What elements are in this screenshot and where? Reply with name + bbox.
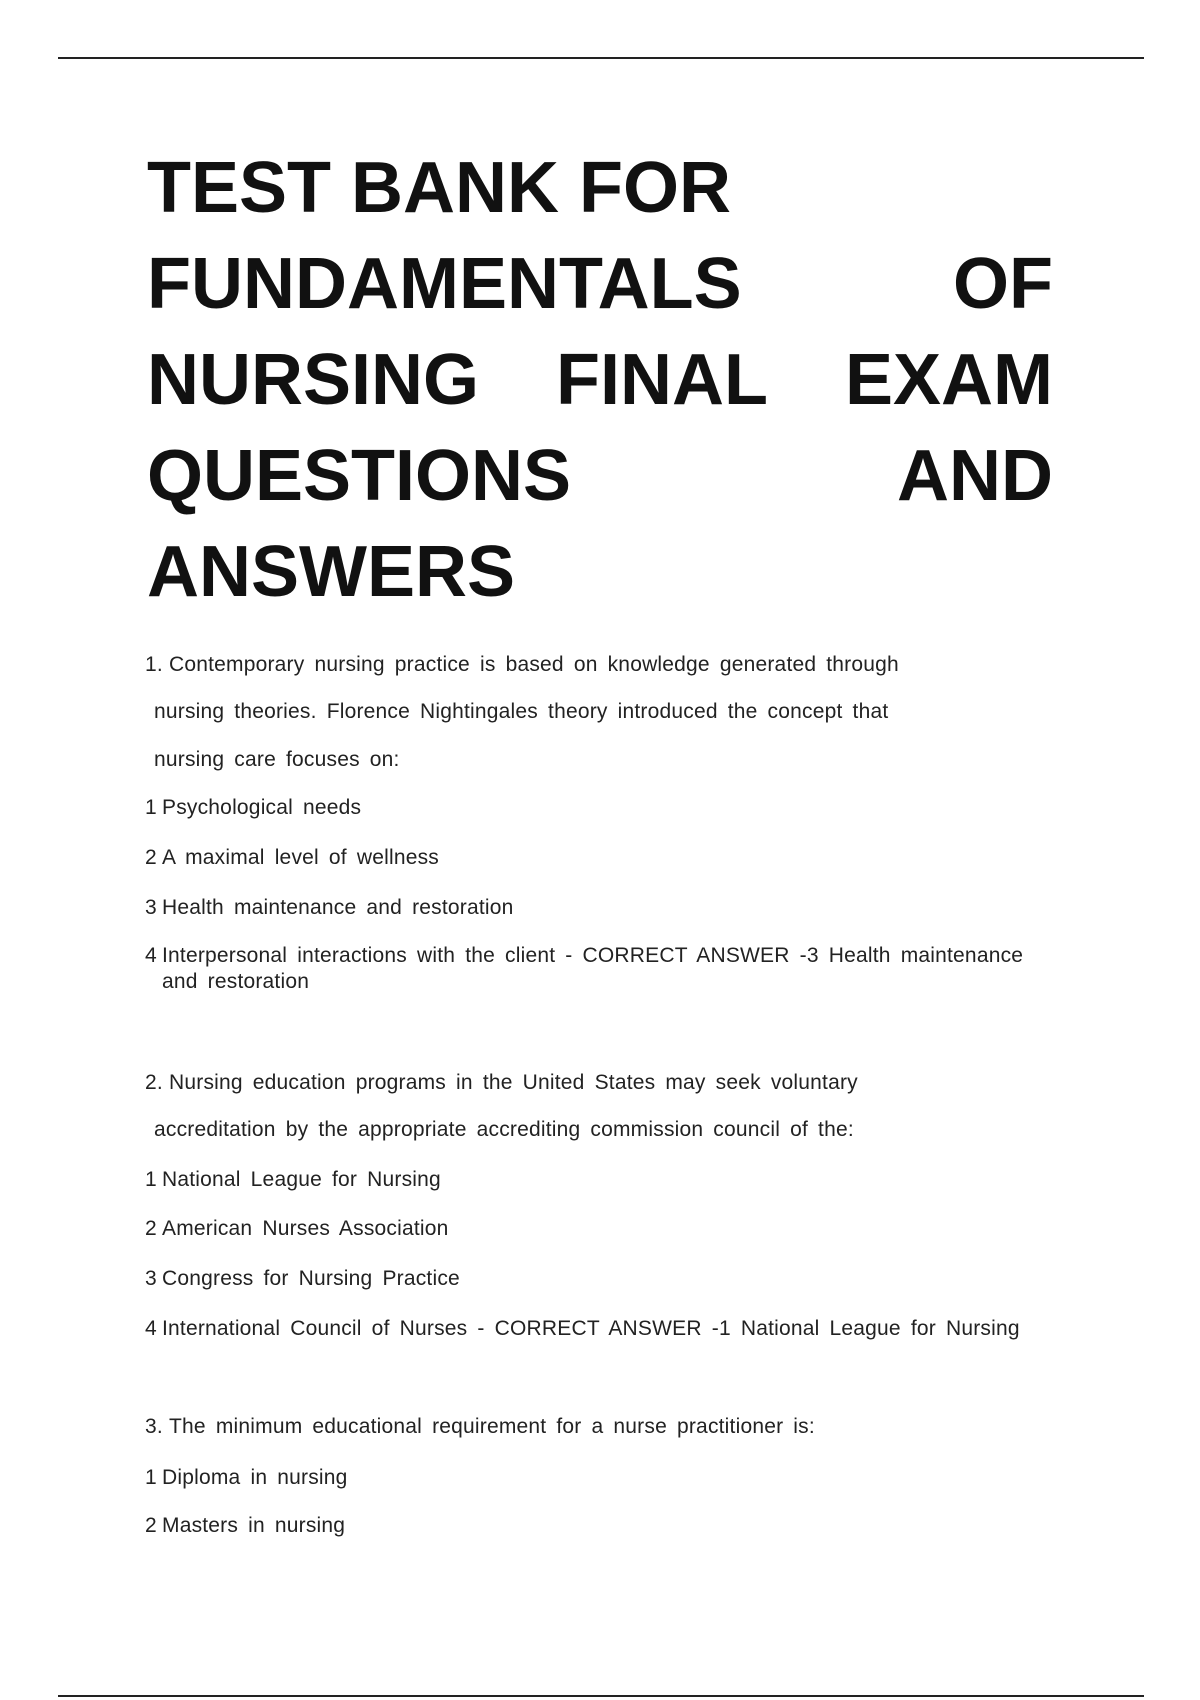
option-number: 1 xyxy=(145,1168,157,1191)
top-rule xyxy=(58,57,1144,59)
option-text: Congress for Nursing Practice xyxy=(162,1267,460,1290)
option-text: Psychological needs xyxy=(162,796,362,819)
question-number: 2. xyxy=(145,1071,163,1094)
option-text-continued: and restoration xyxy=(162,970,310,993)
option-text: Health maintenance and restoration xyxy=(162,896,514,919)
title-word: AND xyxy=(897,436,1053,516)
option-text: A maximal level of wellness xyxy=(162,846,439,869)
option-number: 3 xyxy=(145,1267,157,1290)
answer-option xyxy=(145,895,514,921)
answer-option-with-answer xyxy=(145,1316,1020,1342)
option-number: 2 xyxy=(145,1514,157,1537)
document-title xyxy=(147,140,1053,620)
question-stem-text: The minimum educational requirement for a nurse practitioner is: xyxy=(169,1415,815,1438)
question-stem-text: Contemporary nursing practice is based on knowledge generated through xyxy=(169,653,899,676)
answer-option xyxy=(145,1465,348,1491)
question-number: 1. xyxy=(145,653,163,676)
title-word: QUESTIONS xyxy=(147,436,572,516)
question-stem-text: Nursing education programs in the United States may seek voluntary xyxy=(169,1071,858,1094)
title-line xyxy=(147,428,1053,524)
question-stem-line: nursing care focuses on: xyxy=(154,748,400,771)
answer-option xyxy=(145,795,361,821)
option-number: 4 xyxy=(145,1317,157,1340)
question-stem-line: nursing theories. Florence Nightingales theory introduced the concept that xyxy=(154,700,889,723)
answer-option-with-answer xyxy=(145,943,1075,995)
answer-option xyxy=(145,1167,441,1193)
option-number: 2 xyxy=(145,846,157,869)
title-word: ANSWERS xyxy=(147,532,516,612)
option-number: 1 xyxy=(145,1466,157,1489)
title-word: OF xyxy=(953,244,1053,324)
answer-option xyxy=(145,1266,460,1292)
title-word: EXAM xyxy=(844,340,1053,420)
answer-option xyxy=(145,845,439,871)
question-stem-line: accreditation by the appropriate accrediting commission council of the: xyxy=(154,1118,854,1141)
option-text: Diploma in nursing xyxy=(162,1466,348,1489)
title-word: FINAL xyxy=(556,340,768,420)
title-word: TEST BANK FOR xyxy=(147,148,731,228)
option-number: 2 xyxy=(145,1217,157,1240)
question-stem-line xyxy=(145,1414,815,1440)
option-text: National League for Nursing xyxy=(162,1168,441,1191)
option-text: Interpersonal interactions with the client - CORRECT ANSWER -3 Health maintenance xyxy=(162,944,1024,967)
option-number: 4 xyxy=(145,944,157,967)
title-line xyxy=(147,140,1053,236)
option-line xyxy=(145,943,1075,969)
bottom-rule xyxy=(58,1695,1144,1697)
question-number: 3. xyxy=(145,1415,163,1438)
question-stem-line xyxy=(145,652,899,678)
answer-option xyxy=(145,1216,449,1242)
option-number: 1 xyxy=(145,796,157,819)
question-stem-line xyxy=(145,1070,858,1096)
title-line xyxy=(147,524,1053,620)
option-text: American Nurses Association xyxy=(162,1217,449,1240)
title-line xyxy=(147,332,1053,428)
title-line xyxy=(147,236,1053,332)
title-word: FUNDAMENTALS xyxy=(147,244,742,324)
answer-option xyxy=(145,1513,345,1539)
option-text: Masters in nursing xyxy=(162,1514,346,1537)
option-number: 3 xyxy=(145,896,157,919)
title-word: NURSING xyxy=(147,340,480,420)
option-text: International Council of Nurses - CORRECT ANSWER -1 National League for Nursing xyxy=(162,1317,1020,1340)
